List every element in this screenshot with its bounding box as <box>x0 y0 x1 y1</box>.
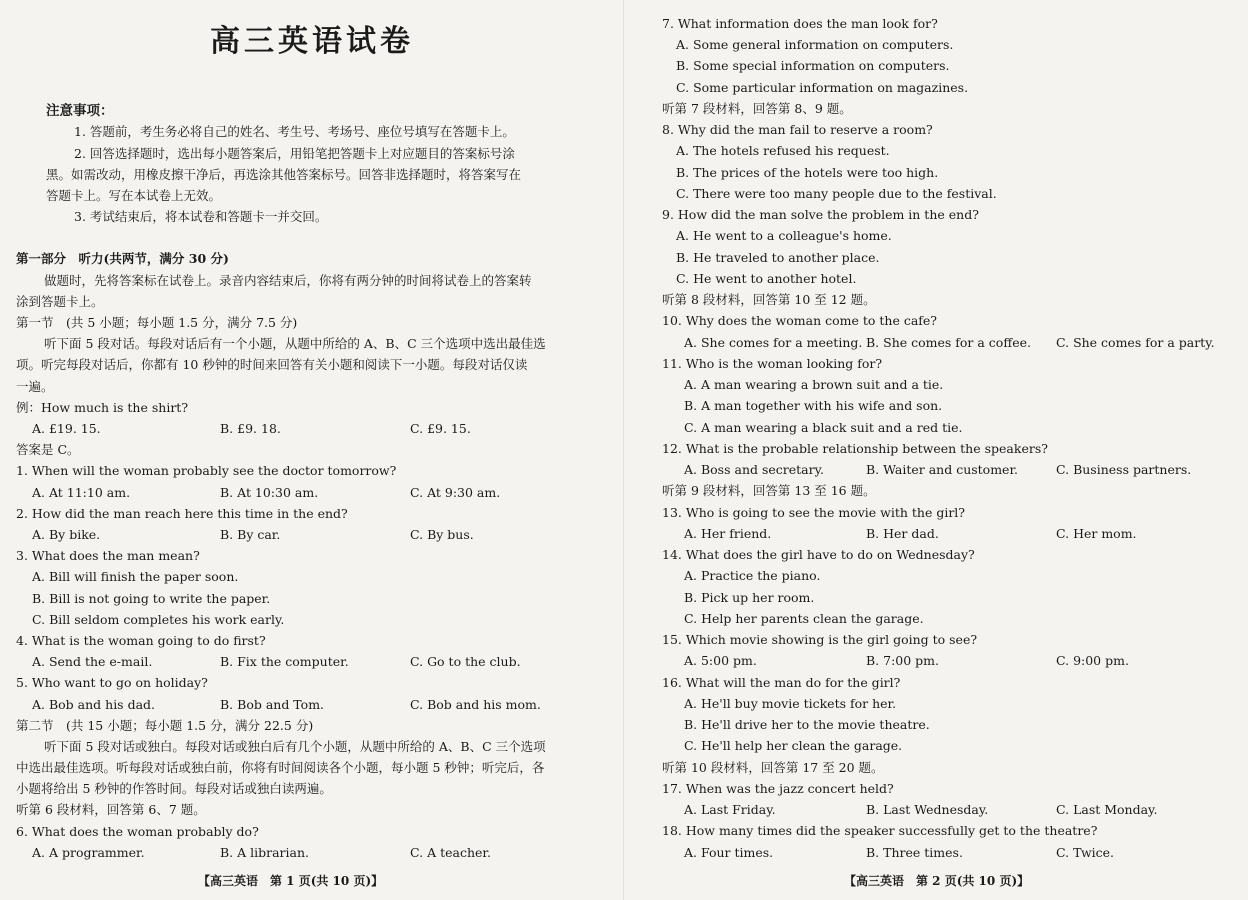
option-a: A. She comes for a meeting. <box>684 335 863 350</box>
option-c: C. Last Monday. <box>1056 802 1158 817</box>
notice-heading: 注意事项： <box>46 103 114 119</box>
option-b: B. Her dad. <box>866 526 939 541</box>
question-18: 18. How many times did the speaker successfully get to the theatre? <box>662 823 1098 838</box>
question-3: 3. What does the man mean? <box>16 548 200 563</box>
option-a: A. He'll buy movie tickets for her. <box>684 696 897 711</box>
question-14: 14. What does the girl have to do on Wednesday? <box>662 547 975 562</box>
option-b: B. She comes for a coffee. <box>866 335 1031 350</box>
notice-line: 黑。如需改动，用橡皮擦干净后，再选涂其他答案标号。回答非选择题时，将答案写在 <box>46 167 522 182</box>
option-b: B. Last Wednesday. <box>866 802 989 817</box>
section1-intro: 项。听完每段对话后，你都有 10 秒钟的时间来回答有关小题和阅读下一小题。每段对话仅读 <box>16 357 528 372</box>
part1-intro: 涂到答题卡上。 <box>16 294 104 309</box>
option-a: A. A programmer. <box>32 845 145 860</box>
option-a: A. At 11:10 am. <box>32 485 131 500</box>
part1-intro: 做题时，先将答案标在试卷上。录音内容结束后，你将有两分钟的时间将试卷上的答案转 <box>44 273 532 288</box>
option-a: A. Boss and secretary. <box>684 462 824 477</box>
option-b: B. 7:00 pm. <box>866 653 940 668</box>
option-c: C. Her mom. <box>1056 526 1137 541</box>
question-12: 12. What is the probable relationship between the speakers? <box>662 441 1048 456</box>
question-16: 16. What will the man do for the girl? <box>662 675 901 690</box>
option-c: C. By bus. <box>410 527 474 542</box>
section2-intro: 中选出最佳选项。听每段对话或独白前，你将有时间阅读各个小题，每小题 5 秒钟；听完后，各 <box>16 760 545 775</box>
option-a: A. Practice the piano. <box>684 568 821 583</box>
material-8-instruction: 听第 8 段材料，回答第 10 至 12 题。 <box>662 292 876 307</box>
question-4: 4. What is the woman going to do first? <box>16 633 266 648</box>
exam-page-2 <box>624 0 1248 900</box>
option-c: C. Go to the club. <box>410 654 521 669</box>
option-b: B. By car. <box>220 527 281 542</box>
question-15: 15. Which movie showing is the girl going to see? <box>662 632 978 647</box>
page-footer: 【高三英语 第 2 页(共 10 页)】 <box>844 874 1030 888</box>
notice-line: 3. 考试结束后，将本试卷和答题卡一并交回。 <box>74 209 328 224</box>
question-10: 10. Why does the woman come to the cafe? <box>662 313 937 328</box>
notice-line: 2. 回答选择题时，选出每小题答案后，用铅笔把答题卡上对应题目的答案标号涂 <box>74 146 515 161</box>
option-c: C. He went to another hotel. <box>676 271 857 286</box>
section2-intro: 听下面 5 段对话或独白。每段对话或独白后有几个小题，从题中所给的 A、B、C 三个选项 <box>44 739 546 754</box>
question-1: 1. When will the woman probably see the doctor tomorrow? <box>16 463 397 478</box>
option-a: A. Send the e-mail. <box>32 654 153 669</box>
option-c: C. 9:00 pm. <box>1056 653 1129 668</box>
option-c: C. A teacher. <box>410 845 491 860</box>
question-8: 8. Why did the man fail to reserve a room? <box>662 122 933 137</box>
question-13: 13. Who is going to see the movie with the girl? <box>662 505 966 520</box>
option-a: A. 5:00 pm. <box>684 653 757 668</box>
example-question: 例：How much is the shirt? <box>16 400 189 415</box>
material-9-instruction: 听第 9 段材料，回答第 13 至 16 题。 <box>662 483 876 498</box>
page-footer: 【高三英语 第 1 页(共 10 页)】 <box>198 874 384 888</box>
option-c: C. Business partners. <box>1056 462 1192 477</box>
example-answer: 答案是 C。 <box>16 442 80 457</box>
option-a: A. £19. 15. <box>32 421 101 436</box>
option-a: A. Last Friday. <box>684 802 776 817</box>
option-b: B. £9. 18. <box>220 421 281 436</box>
option-b: B. Pick up her room. <box>684 590 815 605</box>
option-a: A. Some general information on computers. <box>676 37 954 52</box>
section1-intro: 一遍。 <box>16 379 54 394</box>
option-c: C. Some particular information on magazines. <box>676 80 969 95</box>
option-b: B. He'll drive her to the movie theatre. <box>684 717 930 732</box>
section2-heading: 第二节 (共 15 小题；每小题 1.5 分，满分 22.5 分) <box>16 718 314 733</box>
option-c: C. He'll help her clean the garage. <box>684 738 903 753</box>
question-17: 17. When was the jazz concert held? <box>662 781 894 796</box>
option-c: C. At 9:30 am. <box>410 485 501 500</box>
material-7-instruction: 听第 7 段材料，回答第 8、9 题。 <box>662 101 852 116</box>
section1-heading: 第一节 (共 5 小题；每小题 1.5 分，满分 7.5 分) <box>16 315 298 330</box>
option-a: A. A man wearing a brown suit and a tie. <box>684 377 944 392</box>
option-c: C. Bill seldom completes his work early. <box>32 612 285 627</box>
option-c: C. £9. 15. <box>410 421 471 436</box>
option-a: A. By bike. <box>32 527 101 542</box>
option-a: A. The hotels refused his request. <box>676 143 890 158</box>
option-b: B. Some special information on computers. <box>676 58 950 73</box>
option-b: B. Three times. <box>866 845 963 860</box>
option-b: B. Bob and Tom. <box>220 697 325 712</box>
option-c: C. Bob and his mom. <box>410 697 541 712</box>
option-b: B. The prices of the hotels were too high. <box>676 165 939 180</box>
option-a: A. Bill will finish the paper soon. <box>32 569 239 584</box>
option-c: C. Twice. <box>1056 845 1115 860</box>
material-6-instruction: 听第 6 段材料，回答第 6、7 题。 <box>16 802 206 817</box>
option-c: C. Help her parents clean the garage. <box>684 611 924 626</box>
option-b: B. A librarian. <box>220 845 310 860</box>
option-b: B. At 10:30 am. <box>220 485 319 500</box>
material-10-instruction: 听第 10 段材料，回答第 17 至 20 题。 <box>662 760 884 775</box>
exam-title: 高三英语试卷 <box>210 24 414 59</box>
option-b: B. He traveled to another place. <box>676 250 880 265</box>
question-9: 9. How did the man solve the problem in the end? <box>662 207 979 222</box>
part1-heading: 第一部分 听力(共两节，满分 30 分) <box>16 251 229 266</box>
option-a: A. Her friend. <box>684 526 772 541</box>
option-a: A. Four times. <box>684 845 774 860</box>
question-11: 11. Who is the woman looking for? <box>662 356 883 371</box>
section2-intro: 小题将给出 5 秒钟的作答时间。每段对话或独白读两遍。 <box>16 781 332 796</box>
option-c: C. There were too many people due to the festival. <box>676 186 997 201</box>
option-c: C. She comes for a party. <box>1056 335 1215 350</box>
option-c: C. A man wearing a black suit and a red tie. <box>684 420 963 435</box>
question-5: 5. Who want to go on holiday? <box>16 675 208 690</box>
question-7: 7. What information does the man look for? <box>662 16 938 31</box>
option-b: B. Bill is not going to write the paper. <box>32 591 271 606</box>
section1-intro: 听下面 5 段对话。每段对话后有一个小题，从题中所给的 A、B、C 三个选项中选出最佳选 <box>44 336 546 351</box>
option-b: B. Fix the computer. <box>220 654 349 669</box>
question-6: 6. What does the woman probably do? <box>16 824 259 839</box>
notice-line: 答题卡上。写在本试卷上无效。 <box>46 188 222 203</box>
question-2: 2. How did the man reach here this time in the end? <box>16 506 348 521</box>
option-b: B. A man together with his wife and son. <box>684 398 943 413</box>
option-b: B. Waiter and customer. <box>866 462 1019 477</box>
option-a: A. Bob and his dad. <box>32 697 156 712</box>
notice-line: 1. 答题前，考生务必将自己的姓名、考生号、考场号、座位号填写在答题卡上。 <box>74 124 515 139</box>
option-a: A. He went to a colleague's home. <box>676 228 892 243</box>
